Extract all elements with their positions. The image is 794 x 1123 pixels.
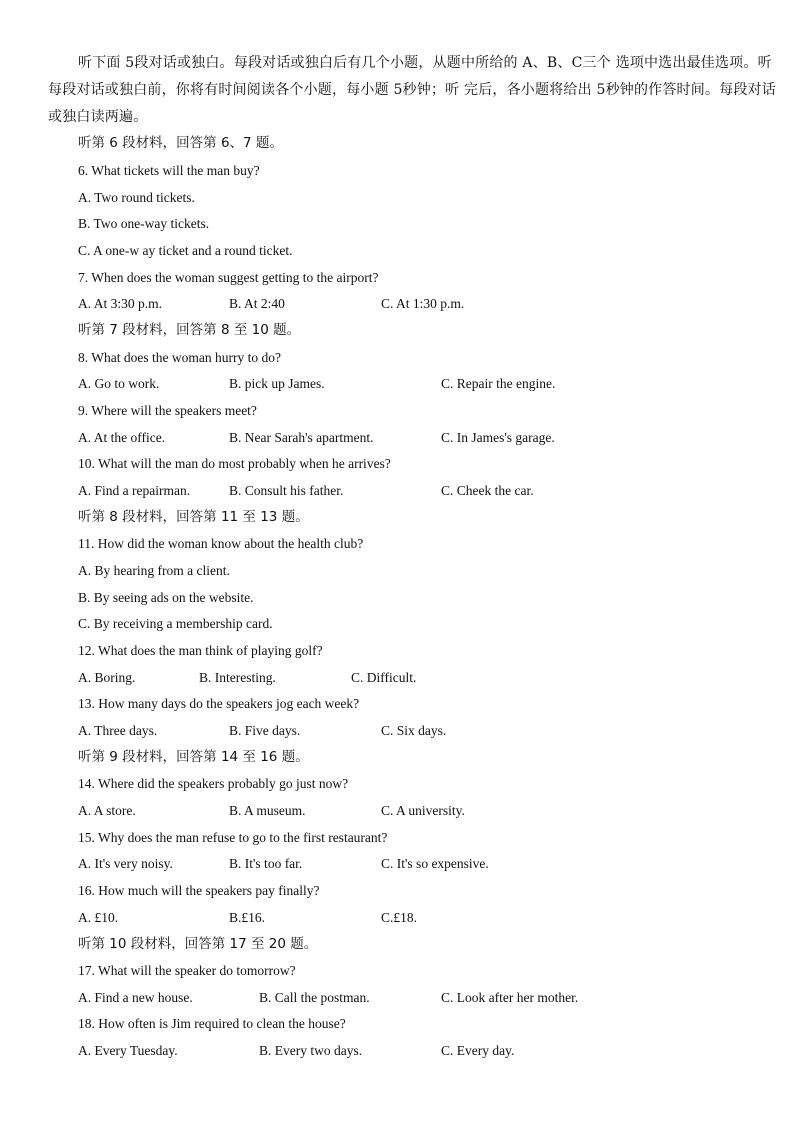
option-8c: C. Repair the engine. [441,376,556,391]
option-13a: A. Three days. [78,723,158,738]
option-10c: C. Cheek the car. [441,483,534,498]
section-heading: 听第 6 段材料，回答第 6、7 题。 [78,135,283,151]
option-16c: C.£18. [381,910,418,925]
option-9c: C. In James's garage. [441,430,555,445]
option-11c: C. By receiving a membership card. [78,616,273,631]
option-10a: A. Find a repairman. [78,483,191,498]
option-14c: C. A university. [381,803,465,818]
option-13b: B. Five days. [229,723,301,738]
option-18a: A. Every Tuesday. [78,1043,178,1058]
option-12c: C. Difficult. [351,670,417,685]
option-6c: C. A one-w ay ticket and a round ticket. [78,243,293,258]
section-heading: 听第 10 段材料，回答第 17 至 20 题。 [78,936,318,952]
option-15c: C. It's so expensive. [381,856,489,871]
option-6a: A. Two round tickets. [78,190,195,205]
option-15b: B. It's too far. [229,856,303,871]
question-11: 11. How did the woman know about the health club? [78,536,364,551]
option-16b: B.£16. [229,910,266,925]
question-12: 12. What does the man think of playing golf? [78,643,323,658]
option-11a: A. By hearing from a client. [78,563,230,578]
question-9: 9. Where will the speakers meet? [78,403,257,418]
question-8: 8. What does the woman hurry to do? [78,350,281,365]
option-12b: B. Interesting. [199,670,276,685]
option-17b: B. Call the postman. [259,990,370,1005]
option-18b: B. Every two days. [259,1043,363,1058]
option-18c: C. Every day. [441,1043,515,1058]
option-10b: B. Consult his father. [229,483,344,498]
option-16a: A. £10. [78,910,119,925]
question-17: 17. What will the speaker do tomorrow? [78,963,296,978]
option-11b: B. By seeing ads on the website. [78,590,254,605]
option-14a: A. A store. [78,803,136,818]
option-14b: B. A museum. [229,803,306,818]
section-heading: 听第 7 段材料，回答第 8 至 10 题。 [78,322,301,338]
question-14: 14. Where did the speakers probably go just now? [78,776,349,791]
option-7a: A. At 3:30 p.m. [78,296,163,311]
section-heading: 听第 8 段材料，回答第 11 至 13 题。 [78,509,309,525]
question-10: 10. What will the man do most probably when he arrives? [78,456,391,471]
option-7b: B. At 2:40 [229,296,285,311]
option-7c: C. At 1:30 p.m. [381,296,465,311]
question-7: 7. When does the woman suggest getting to the airport? [78,270,379,285]
option-17a: A. Find a new house. [78,990,193,1005]
option-17c: C. Look after her mother. [441,990,579,1005]
option-9a: A. At the office. [78,430,166,445]
section-heading: 听第 9 段材料，回答第 14 至 16 题。 [78,749,309,765]
option-8b: B. pick up James. [229,376,325,391]
option-6b: B. Two one-way tickets. [78,216,210,231]
question-6: 6. What tickets will the man buy? [78,163,260,178]
question-18: 18. How often is Jim required to clean the house? [78,1016,346,1031]
option-13c: C. Six days. [381,723,447,738]
option-12a: A. Boring. [78,670,136,685]
instructions-paragraph [48,50,776,131]
question-16: 16. How much will the speakers pay finally? [78,883,320,898]
option-9b: B. Near Sarah's apartment. [229,430,374,445]
instructions-text: 听下面 5段对话或独白。每段对话或独白后有几个小题，从题中所给的 A、B、C三个 选项中选出最佳选项。听每段对话或独白前，你将有时间阅读各个小题，每小题 5秒钟；听 完后，各小题将给出 5秒钟的作答时间。每段对话或独白读两遍。 [48,55,776,125]
option-15a: A. It's very noisy. [78,856,173,871]
option-8a: A. Go to work. [78,376,160,391]
question-15: 15. Why does the man refuse to go to the first restaurant? [78,830,388,845]
question-13: 13. How many days do the speakers jog each week? [78,696,360,711]
